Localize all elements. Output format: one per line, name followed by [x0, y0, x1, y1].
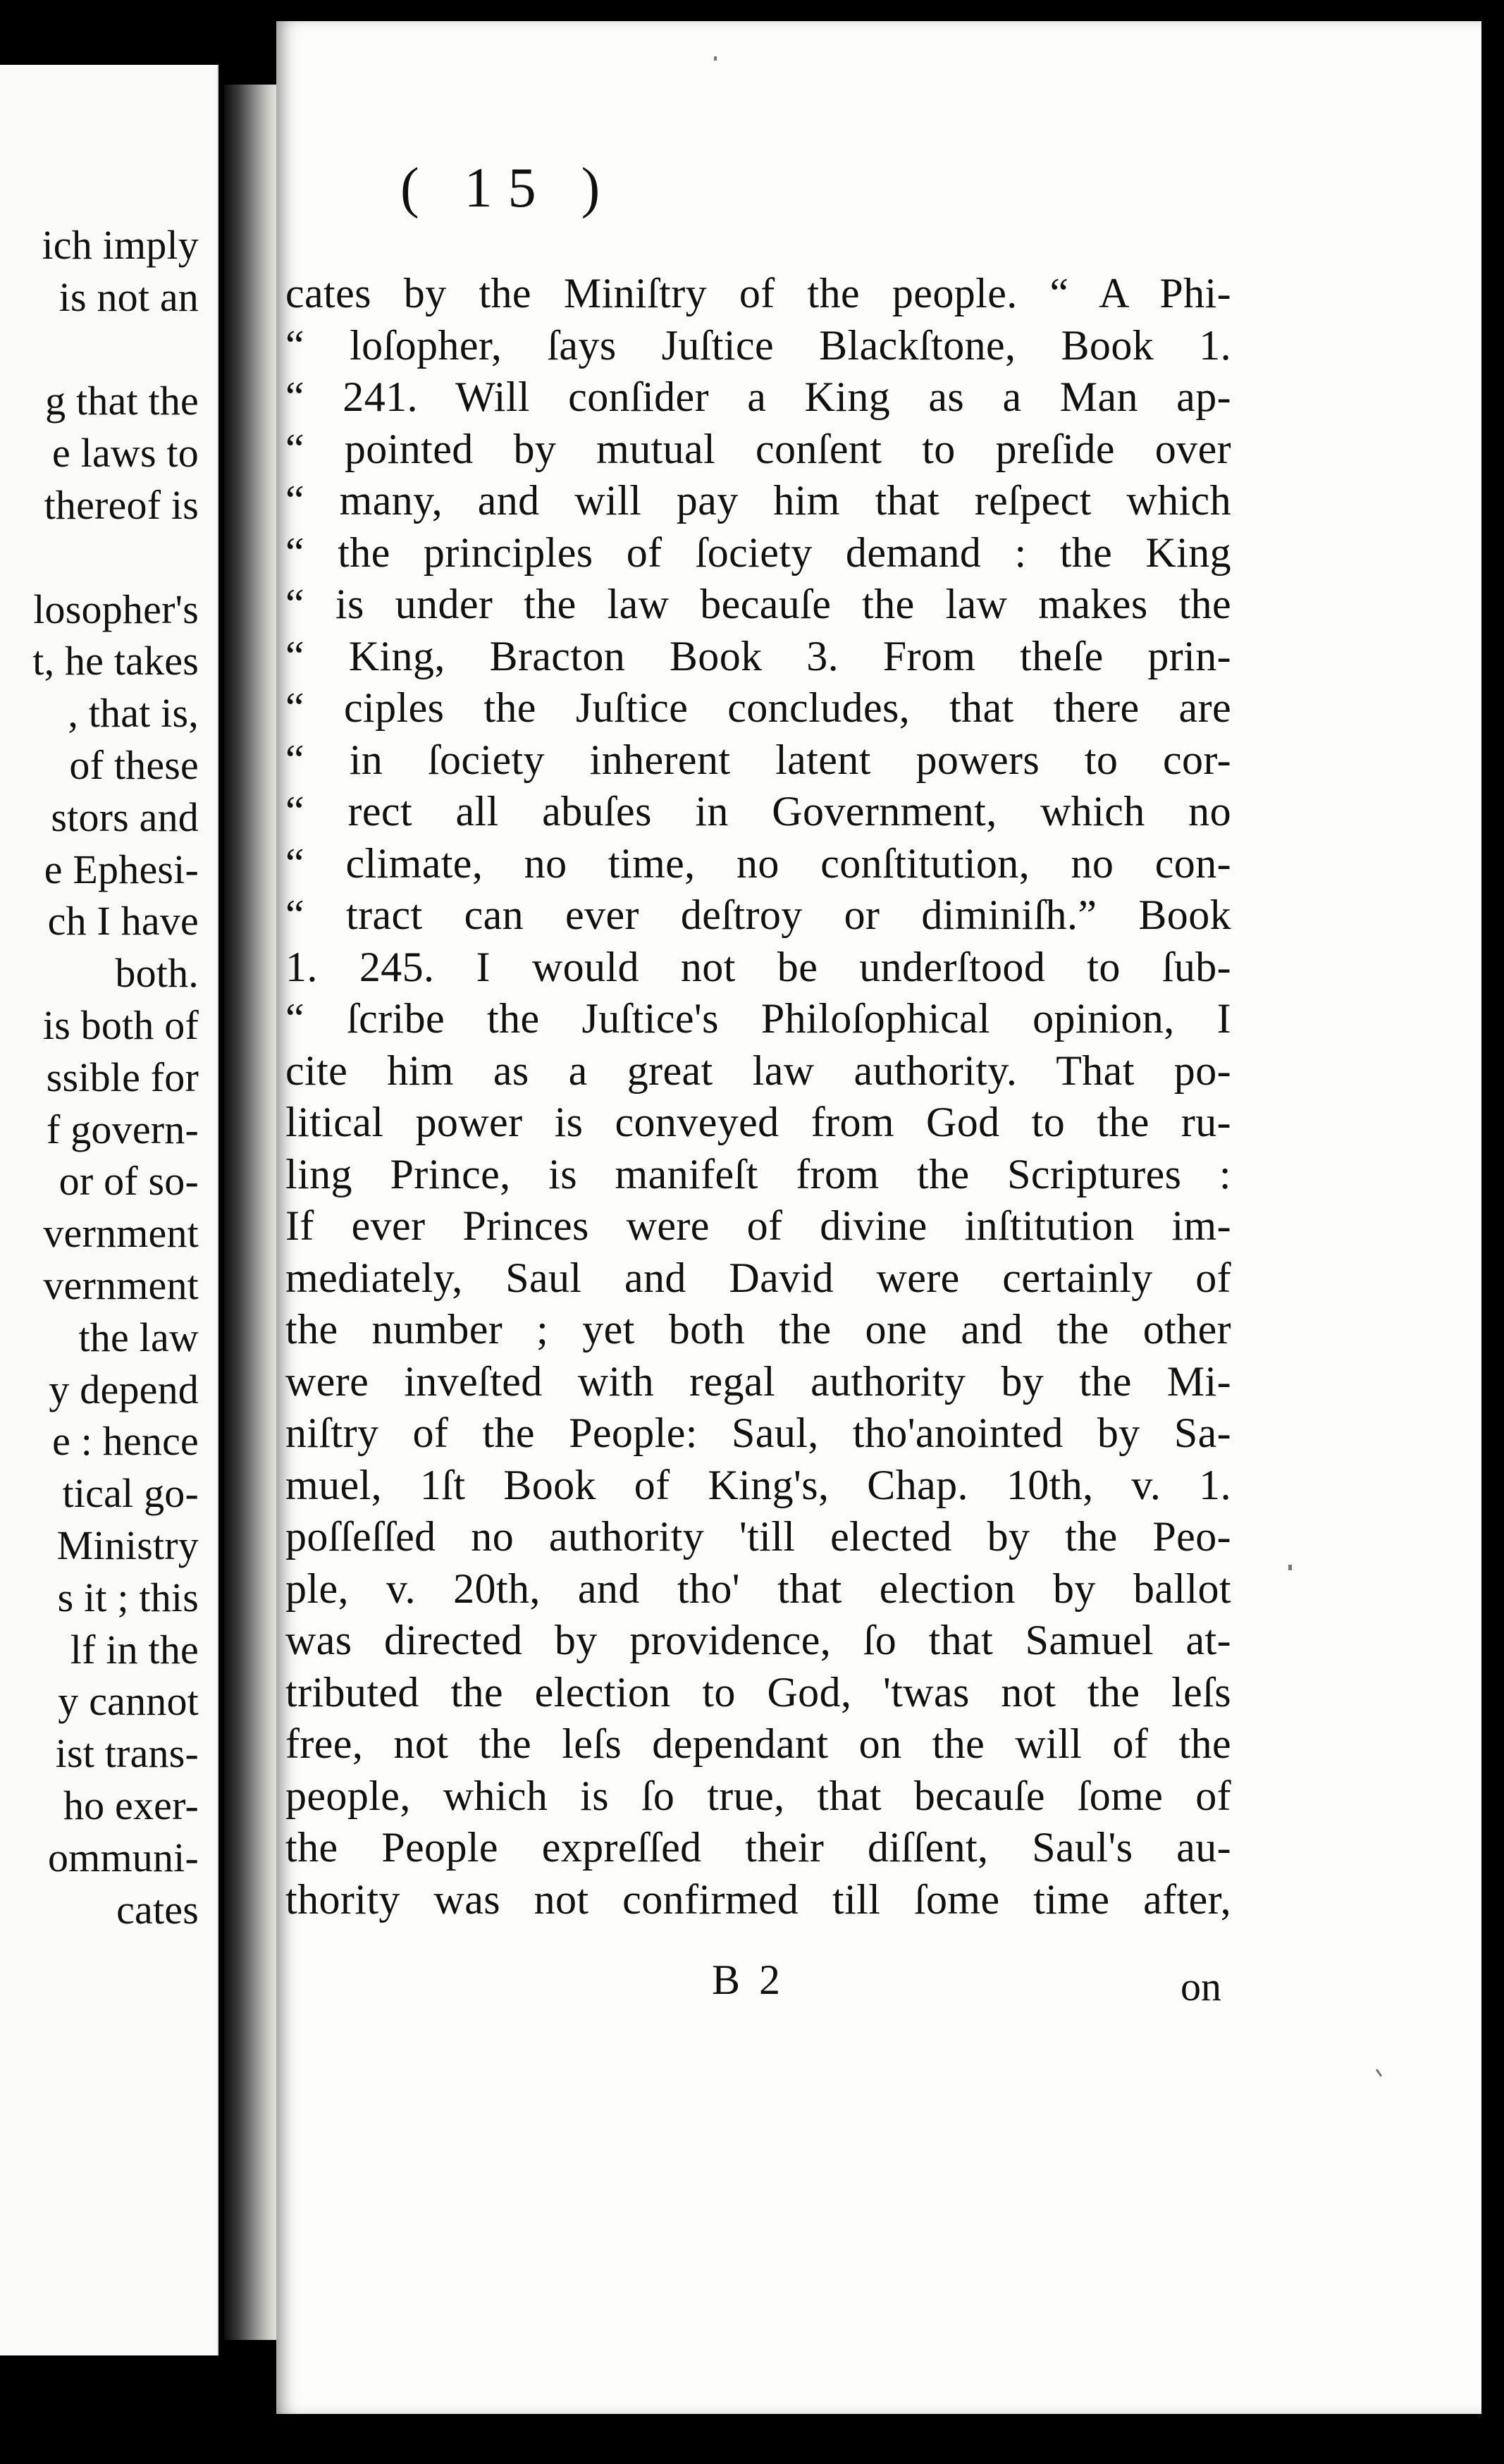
text-line: litical power is conveyed from God to the ru-	[285, 1099, 1231, 1145]
text-line: thority was not confirmed till ſome time after,	[285, 1875, 1231, 1923]
text-line: “ 241. Will conſider a King as a Man ap-	[285, 374, 1231, 420]
text-line: “ ciples the Juſtice concludes, that there are	[285, 684, 1231, 731]
text-line: was directed by providence, ſo that Samuel at-	[285, 1617, 1231, 1663]
text-line: people, which is ſo true, that becauſe ſome of	[285, 1772, 1231, 1819]
left-page-fragment	[0, 65, 218, 2355]
text-line: niſtry of the People: Saul, tho'anointed by Sa-	[285, 1410, 1231, 1456]
left-text-line: ssible for	[46, 1054, 199, 1100]
left-text-line: cates	[116, 1886, 199, 1933]
text-line: “ is under the law becauſe the law makes the	[285, 581, 1231, 627]
left-text-line: is not an	[58, 273, 199, 320]
left-text-line: tical go-	[62, 1470, 199, 1517]
body-text	[285, 268, 1231, 1926]
left-text-line: thereof is	[44, 482, 199, 528]
text-line: ling Prince, is manifeſt from the Scriptures :	[285, 1150, 1231, 1197]
left-text-line: , that is,	[68, 690, 199, 737]
left-text-line: e Ephesi-	[44, 846, 199, 892]
text-line: ple, v. 20th, and tho' that election by ballot	[285, 1565, 1231, 1612]
text-line: were inveſted with regal authority by the Mi-	[285, 1357, 1231, 1405]
text-line: the number ; yet both the one and the other	[285, 1306, 1231, 1353]
left-text-line: ch I have	[47, 898, 199, 944]
text-line: tributed the election to God, 'twas not the leſs	[285, 1668, 1231, 1715]
left-text-line: ho exer-	[63, 1782, 199, 1828]
text-line: poſſeſſed no authority 'till elected by the Peo-	[285, 1513, 1231, 1560]
page-number: ( 15 )	[400, 157, 616, 219]
text-line: cite him as a great law authority. That po-	[285, 1047, 1231, 1094]
left-text-line: ich imply	[42, 222, 199, 268]
left-text-line: e laws to	[52, 430, 199, 476]
text-line: 1. 245. I would not be underſtood to ſub-	[285, 943, 1231, 990]
left-text-line: y depend	[49, 1366, 199, 1412]
left-text-line: stors and	[51, 794, 199, 840]
left-text-line: of these	[69, 742, 199, 788]
left-text-line: e : hence	[52, 1418, 199, 1465]
text-line: If ever Princes were of divine inſtitution im-	[285, 1202, 1231, 1249]
left-text-line: f govern-	[47, 1106, 199, 1152]
text-line: cates by the Miniſtry of the people. “ A Phi-	[285, 270, 1231, 316]
left-text-line: vernment	[43, 1210, 199, 1257]
left-text-line: vernment	[43, 1262, 199, 1308]
text-line: mediately, Saul and David were certainly of	[285, 1254, 1231, 1301]
signature-mark: B 2	[712, 1957, 785, 2003]
left-text-line: g that the	[45, 378, 199, 424]
text-line: “ loſopher, ſays Juſtice Blackſtone, Book 1.	[285, 321, 1231, 369]
text-line: “ King, Bracton Book 3. From theſe prin-	[285, 632, 1231, 679]
catchword: on	[1181, 1964, 1221, 2009]
text-line: “ pointed by mutual conſent to preſide over	[285, 425, 1231, 472]
paper-speck	[1288, 1565, 1292, 1570]
text-line: “ climate, no time, no conſtitution, no con-	[285, 839, 1231, 887]
left-text-line: y cannot	[58, 1678, 199, 1725]
left-text-line: t, he takes	[32, 638, 199, 684]
left-text-line: is both of	[42, 1002, 199, 1048]
left-text-line: lf in the	[70, 1626, 199, 1673]
book-gutter	[224, 85, 279, 2340]
text-line: “ ſcribe the Juſtice's Philoſophical opinion, I	[285, 995, 1231, 1042]
left-text-line: losopher's	[33, 586, 199, 632]
text-line: “ tract can ever deſtroy or diminiſh.” Book	[285, 892, 1231, 938]
left-text-line: s it ; this	[57, 1574, 199, 1620]
text-line: “ rect all abuſes in Government, which no	[285, 788, 1231, 834]
left-text-line: ommuni-	[47, 1834, 199, 1880]
left-text-line: Ministry	[56, 1522, 199, 1568]
text-line: free, not the leſs dependant on the will of the	[285, 1720, 1231, 1767]
text-line: “ many, and will pay him that reſpect which	[285, 477, 1231, 524]
text-line: “ in ſociety inherent latent powers to cor-	[285, 736, 1231, 783]
left-text-line: or of so-	[58, 1158, 199, 1205]
text-line: the People expreſſed their diſſent, Saul's au-	[285, 1824, 1231, 1871]
left-text-line: both.	[115, 950, 199, 997]
paper-speck	[714, 56, 717, 61]
text-line: “ the principles of ſociety demand : the King	[285, 529, 1231, 576]
text-line: muel, 1ſt Book of King's, Chap. 10th, v. 1.	[285, 1461, 1231, 1508]
left-text-line: ist trans-	[55, 1730, 199, 1777]
left-text-line: the law	[78, 1314, 199, 1360]
